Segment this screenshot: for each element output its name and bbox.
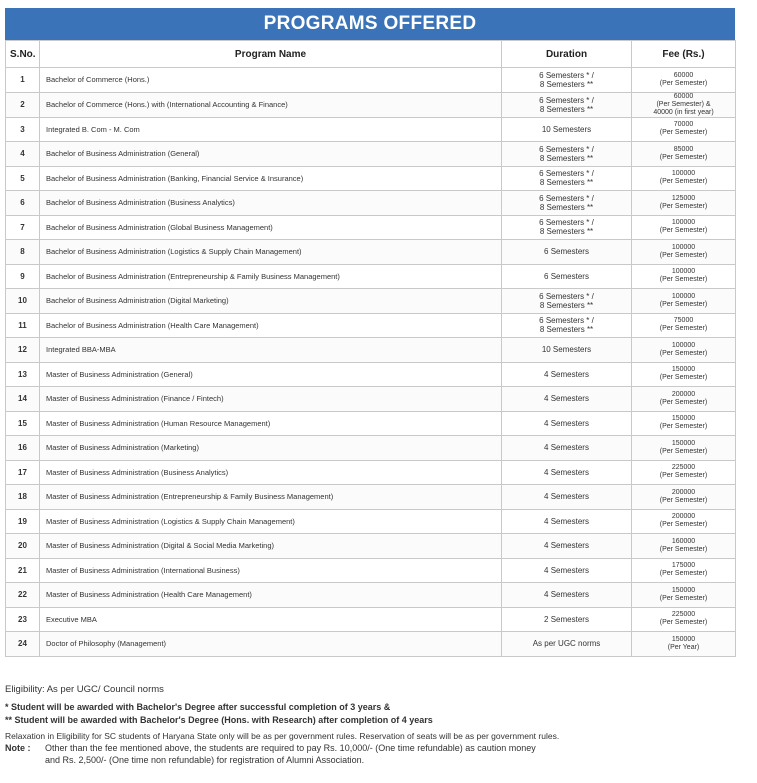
cell-program-name: Master of Business Administration (Human Resource Management) [40, 411, 502, 436]
cell-duration [502, 411, 632, 436]
cell-duration [502, 362, 632, 387]
cell-program-name: Bachelor of Business Administration (Global Business Management) [40, 215, 502, 240]
table-row [6, 142, 736, 167]
cell-program-name: Doctor of Philosophy (Management) [40, 632, 502, 657]
cell-fee [632, 411, 736, 436]
cell-fee-line: (Per Semester) [659, 153, 708, 161]
cell-fee-line: (Per Semester) [659, 619, 708, 627]
cell-fee [632, 509, 736, 534]
table-row [6, 264, 736, 289]
cell-duration-line: 8 Semesters ** [539, 178, 594, 188]
cell-fee-line: (Per Semester) [659, 472, 708, 480]
table-row [6, 436, 736, 461]
degree-note-3-years: * Student will be awarded with Bachelor's Degree after successful completion of 3 years & [5, 702, 391, 712]
cell-fee [632, 264, 736, 289]
cell-fee-line: (Per Semester) [659, 570, 708, 578]
cell-sno: 10 [6, 289, 40, 314]
cell-program-name: Bachelor of Business Administration (Health Care Management) [40, 313, 502, 338]
cell-sno: 20 [6, 534, 40, 559]
table-row [6, 607, 736, 632]
table-row [6, 166, 736, 191]
table-row [6, 485, 736, 510]
cell-duration-line: 6 Semesters [544, 271, 589, 281]
cell-duration [502, 436, 632, 461]
table-header-row [6, 41, 736, 68]
cell-duration-line: 4 Semesters [544, 565, 589, 575]
cell-fee-line: 225000 [671, 464, 696, 472]
cell-duration [502, 142, 632, 167]
cell-sno: 18 [6, 485, 40, 510]
table-row [6, 191, 736, 216]
relaxation-text: Relaxation in Eligibility for SC students of Haryana State only will be as per government rules. Reservation of seats will be as per government rules. [5, 731, 560, 741]
table-row [6, 583, 736, 608]
note-body [45, 742, 536, 766]
cell-duration [502, 607, 632, 632]
cell-fee-line: (Per Semester) [659, 374, 708, 382]
cell-program-name: Master of Business Administration (Marketing) [40, 436, 502, 461]
cell-duration-line: 8 Semesters ** [539, 79, 594, 89]
cell-fee [632, 240, 736, 265]
cell-fee [632, 534, 736, 559]
cell-fee-line: (Per Semester) [659, 251, 708, 259]
page-title: PROGRAMS OFFERED [5, 8, 735, 40]
cell-fee-line: 150000 [671, 439, 696, 447]
cell-duration [502, 240, 632, 265]
cell-duration-line: 8 Semesters ** [539, 300, 594, 310]
cell-fee [632, 460, 736, 485]
cell-sno: 13 [6, 362, 40, 387]
cell-program-name: Bachelor of Business Administration (Logistics & Supply Chain Management) [40, 240, 502, 265]
cell-fee-line: 85000 [673, 145, 694, 153]
cell-fee-line: (Per Semester) [659, 300, 708, 308]
header-program-name: Program Name [40, 41, 502, 68]
eligibility-text: Eligibility: As per UGC/ Council norms [5, 684, 164, 695]
cell-duration-line: 8 Semesters ** [539, 202, 594, 212]
cell-fee [632, 142, 736, 167]
table-row [6, 632, 736, 657]
programs-section [5, 8, 735, 657]
cell-duration-line: 8 Semesters ** [539, 325, 594, 335]
cell-duration [502, 583, 632, 608]
cell-fee-line: 200000 [671, 513, 696, 521]
table-row [6, 338, 736, 363]
cell-fee-line: 40000 (in first year) [653, 108, 714, 116]
table-row [6, 411, 736, 436]
cell-fee-line: (Per Year) [667, 643, 700, 651]
cell-fee-line: 100000 [671, 268, 696, 276]
cell-fee-line: 175000 [671, 562, 696, 570]
cell-fee-line: 100000 [671, 219, 696, 227]
cell-fee [632, 289, 736, 314]
cell-fee [632, 166, 736, 191]
table-row [6, 215, 736, 240]
table-row [6, 68, 736, 93]
cell-fee-line: (Per Semester) [659, 276, 708, 284]
cell-duration-line: 8 Semesters ** [539, 153, 594, 163]
cell-program-name: Bachelor of Business Administration (Banking, Financial Service & Insurance) [40, 166, 502, 191]
cell-program-name: Master of Business Administration (Digital & Social Media Marketing) [40, 534, 502, 559]
cell-sno: 15 [6, 411, 40, 436]
cell-program-name: Master of Business Administration (General) [40, 362, 502, 387]
cell-program-name: Master of Business Administration (International Business) [40, 558, 502, 583]
cell-fee [632, 558, 736, 583]
cell-duration [502, 313, 632, 338]
cell-fee-line: 160000 [671, 537, 696, 545]
cell-program-name: Master of Business Administration (Entrepreneurship & Family Business Management) [40, 485, 502, 510]
cell-duration-line: 4 Semesters [544, 492, 589, 502]
cell-fee [632, 191, 736, 216]
cell-fee-line: (Per Semester) [659, 496, 708, 504]
cell-sno: 22 [6, 583, 40, 608]
cell-fee-line: 100000 [671, 170, 696, 178]
cell-program-name: Master of Business Administration (Logistics & Supply Chain Management) [40, 509, 502, 534]
cell-sno: 2 [6, 92, 40, 117]
cell-fee-line: (Per Semester) [659, 129, 708, 137]
cell-sno: 21 [6, 558, 40, 583]
cell-program-name: Master of Business Administration (Business Analytics) [40, 460, 502, 485]
cell-duration [502, 338, 632, 363]
cell-duration-line: 6 Semesters * / [539, 169, 594, 179]
cell-duration [502, 509, 632, 534]
programs-table [5, 40, 736, 657]
cell-program-name: Bachelor of Business Administration (Digital Marketing) [40, 289, 502, 314]
cell-sno: 6 [6, 191, 40, 216]
cell-duration [502, 632, 632, 657]
cell-sno: 12 [6, 338, 40, 363]
cell-fee-line: (Per Semester) [659, 545, 708, 553]
cell-program-name: Executive MBA [40, 607, 502, 632]
cell-fee-line: (Per Semester) & [656, 100, 711, 108]
cell-fee-line: (Per Semester) [659, 398, 708, 406]
cell-program-name: Integrated BBA-MBA [40, 338, 502, 363]
cell-duration-line: 6 Semesters * / [539, 193, 594, 203]
cell-duration [502, 558, 632, 583]
table-row [6, 534, 736, 559]
cell-duration-line: 6 Semesters * / [539, 144, 594, 154]
header-sno: S.No. [6, 41, 40, 68]
cell-program-name: Bachelor of Business Administration (Entrepreneurship & Family Business Management) [40, 264, 502, 289]
cell-fee-line: 225000 [671, 611, 696, 619]
cell-duration-line: 6 Semesters * / [539, 218, 594, 228]
cell-fee-line: (Per Semester) [659, 594, 708, 602]
cell-fee-line: (Per Semester) [659, 447, 708, 455]
cell-fee-line: 150000 [671, 586, 696, 594]
cell-fee-line: 75000 [673, 317, 694, 325]
cell-program-name: Master of Business Administration (Health Care Management) [40, 583, 502, 608]
notes-section [5, 684, 750, 766]
note-line-2: and Rs. 2,500/- (One time non refundable) for registration of Alumni Association. [45, 755, 365, 765]
cell-sno: 7 [6, 215, 40, 240]
cell-duration-line: 6 Semesters * / [539, 316, 594, 326]
cell-duration-line: 8 Semesters ** [539, 104, 594, 114]
cell-duration-line: 4 Semesters [544, 418, 589, 428]
cell-sno: 3 [6, 117, 40, 142]
cell-duration-line: 4 Semesters [544, 516, 589, 526]
degree-note-4-years: ** Student will be awarded with Bachelor's Degree (Hons. with Research) after completion of 4 years [5, 715, 433, 725]
cell-duration [502, 68, 632, 93]
cell-duration-line: 6 Semesters * / [539, 95, 594, 105]
cell-duration [502, 289, 632, 314]
cell-fee [632, 92, 736, 117]
cell-fee-line: (Per Semester) [659, 178, 708, 186]
cell-sno: 4 [6, 142, 40, 167]
cell-duration-line: As per UGC norms [532, 639, 601, 649]
cell-fee [632, 632, 736, 657]
cell-sno: 1 [6, 68, 40, 93]
table-row [6, 117, 736, 142]
note-label: Note : [5, 743, 31, 753]
cell-duration [502, 215, 632, 240]
cell-duration-line: 4 Semesters [544, 369, 589, 379]
cell-duration [502, 264, 632, 289]
cell-fee-line: 150000 [671, 415, 696, 423]
cell-fee-line: 70000 [673, 121, 694, 129]
cell-fee [632, 362, 736, 387]
table-row [6, 387, 736, 412]
cell-sno: 5 [6, 166, 40, 191]
cell-sno: 24 [6, 632, 40, 657]
cell-fee [632, 583, 736, 608]
cell-fee [632, 117, 736, 142]
cell-fee [632, 215, 736, 240]
cell-duration [502, 117, 632, 142]
cell-fee-line: (Per Semester) [659, 521, 708, 529]
cell-fee-line: 125000 [671, 194, 696, 202]
cell-duration [502, 485, 632, 510]
cell-fee-line: (Per Semester) [659, 227, 708, 235]
cell-fee-line: 200000 [671, 390, 696, 398]
cell-sno: 17 [6, 460, 40, 485]
cell-sno: 23 [6, 607, 40, 632]
cell-duration-line: 10 Semesters [541, 124, 592, 134]
cell-fee-line: 60000 [673, 71, 694, 79]
cell-fee [632, 485, 736, 510]
cell-program-name: Master of Business Administration (Finance / Fintech) [40, 387, 502, 412]
cell-duration [502, 92, 632, 117]
cell-duration-line: 10 Semesters [541, 345, 592, 355]
cell-fee-line: 150000 [671, 635, 696, 643]
table-row [6, 313, 736, 338]
cell-fee-line: (Per Semester) [659, 325, 708, 333]
cell-fee-line: (Per Semester) [659, 202, 708, 210]
cell-fee [632, 607, 736, 632]
cell-duration-line: 2 Semesters [544, 614, 589, 624]
cell-fee-line: 100000 [671, 243, 696, 251]
cell-duration [502, 460, 632, 485]
cell-fee-line: (Per Semester) [659, 349, 708, 357]
cell-program-name: Bachelor of Business Administration (General) [40, 142, 502, 167]
note-line-1: Other than the fee mentioned above, the students are required to pay Rs. 10,000/- (One time refundable) as caution money [45, 743, 536, 753]
cell-duration [502, 166, 632, 191]
cell-duration-line: 4 Semesters [544, 467, 589, 477]
cell-fee [632, 68, 736, 93]
table-row [6, 289, 736, 314]
cell-sno: 14 [6, 387, 40, 412]
cell-duration-line: 6 Semesters [544, 247, 589, 257]
cell-fee-line: 100000 [671, 341, 696, 349]
cell-program-name: Bachelor of Business Administration (Business Analytics) [40, 191, 502, 216]
table-row [6, 558, 736, 583]
cell-duration [502, 534, 632, 559]
header-duration: Duration [502, 41, 632, 68]
cell-sno: 9 [6, 264, 40, 289]
cell-fee-line: 60000 [673, 92, 694, 100]
table-row [6, 460, 736, 485]
cell-program-name: Integrated B. Com - M. Com [40, 117, 502, 142]
cell-duration-line: 6 Semesters * / [539, 70, 594, 80]
header-fee: Fee (Rs.) [632, 41, 736, 68]
cell-sno: 16 [6, 436, 40, 461]
cell-duration-line: 4 Semesters [544, 394, 589, 404]
table-row [6, 240, 736, 265]
cell-fee [632, 313, 736, 338]
cell-duration [502, 387, 632, 412]
fee-note [5, 742, 750, 766]
cell-program-name: Bachelor of Commerce (Hons.) [40, 68, 502, 93]
cell-fee-line: (Per Semester) [659, 423, 708, 431]
cell-duration [502, 191, 632, 216]
cell-sno: 11 [6, 313, 40, 338]
cell-fee-line: (Per Semester) [659, 79, 708, 87]
table-row [6, 92, 736, 117]
table-row [6, 362, 736, 387]
cell-sno: 8 [6, 240, 40, 265]
cell-duration-line: 6 Semesters * / [539, 291, 594, 301]
cell-fee [632, 338, 736, 363]
cell-fee [632, 387, 736, 412]
cell-sno: 19 [6, 509, 40, 534]
cell-duration-line: 4 Semesters [544, 541, 589, 551]
programs-table-body [6, 68, 736, 657]
cell-fee [632, 436, 736, 461]
cell-duration-line: 8 Semesters ** [539, 227, 594, 237]
table-row [6, 509, 736, 534]
cell-fee-line: 200000 [671, 488, 696, 496]
cell-fee-line: 150000 [671, 366, 696, 374]
cell-duration-line: 4 Semesters [544, 443, 589, 453]
cell-fee-line: 100000 [671, 292, 696, 300]
cell-program-name: Bachelor of Commerce (Hons.) with (International Accounting & Finance) [40, 92, 502, 117]
cell-duration-line: 4 Semesters [544, 590, 589, 600]
